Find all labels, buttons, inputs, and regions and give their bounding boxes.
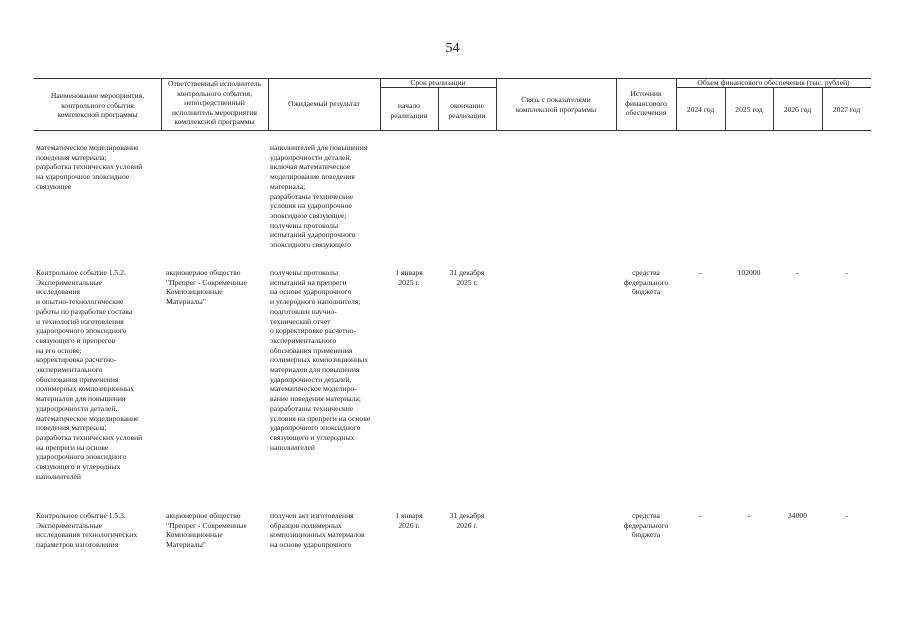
column-header-finance-group: Объем финансового обеспечения (тыс. рублей) [697,78,850,87]
column-header-year-2026: 2026 год [783,105,812,114]
cell-2025: - [747,511,751,520]
column-header-source: Источник финансового обеспечения [625,89,667,117]
cell-source: средства федерального бюджета [623,268,669,297]
cell-name: математическое моделирование поведения материала; разработка технических условий на ударопрочное эпоксидное связующее [36,143,143,191]
cell-result: наполнителей для повышения ударопрочности деталей, включая математическое моделирование поведения материала; разработаны технические условия на ударопрочное эпоксидное связующее; получены протоколы испытаний ударопрочного эпоксидного связующего [270,143,368,250]
column-header-period-group: Срок реализации [410,78,466,87]
cell-result: получены протоколы испытаний на препреги на основе ударопрочного и углеродного наполнителя; подготовлен научно- технический отчет о корректировке расчетно- экспериментального обоснования применения полимерных композиционных материалов для повышения ударопрочности деталей, математическое моделиро- вание поведения материала; разработаны технические условия на препреги на основе ударопрочного эпоксидного связующего и углеродных наполнителей [270,268,371,452]
cell-name: Контрольное событие 1.5.3. Экспериментальные исследования технологических параметров изготовления [36,511,138,550]
table-header-bottom-rule [34,130,871,131]
cell-responsible: акционерное общество "Препрег - Современные Композиционные Материалы" [166,511,247,550]
page-number: 54 [445,41,460,56]
column-header-end: окончание реализации [448,101,486,120]
cell-2025: 102000 [737,268,761,277]
column-header-year-2025: 2025 год [735,105,763,114]
column-header-responsible: Ответственный исполнитель контрольного события, непосредственный исполнитель мероприятия комплексной программы [168,79,261,126]
cell-name: Контрольное событие 1.5.2. Экспериментальные исследования и опытно-технологические работы по разработке состава и технологий изготовления ударопрочного эпоксидного связующего и препрегов на его основе; корректировка расчетно- экспериментального обоснования применения полимерных композиционных материалов для повышения ударопрочности деталей, математическое моделирование поведения материала; разработка технических условий на препреги на основе ударопрочного эпоксидного связующего и углеродных наполнителей [36,268,143,481]
column-header-result: Ожидаемый результат [288,99,360,108]
cell-start: 1 января 2025 г. [395,268,423,287]
cell-result: получен акт изготовления образцов полимерных композиционных материалов на основе ударопрочного [270,511,365,550]
cell-end: 31 декабря 2026 г. [449,511,485,530]
column-header-link: Связь с показателями комплексной программы [515,95,597,114]
column-header-name: Наименование мероприятия, контрольного события комплексной программы [50,91,145,119]
cell-2027: - [845,268,848,277]
cell-responsible: акционерное общество "Препрег - Современные Композиционные Материалы" [166,268,247,307]
cell-end: 31 декабря 2025 г. [449,268,485,287]
cell-2024: - [699,511,702,520]
cell-2026: - [796,268,799,277]
cell-source: средства федерального бюджета [623,511,669,540]
cell-start: 1 января 2026 г. [395,511,423,530]
cell-2026: 34000 [788,511,807,520]
cell-2024: - [699,268,702,277]
column-header-year-2027: 2027 год [832,105,861,114]
column-header-start: начало реализации [390,101,428,120]
cell-2027: - [845,511,848,520]
column-header-year-2024: 2024 год [686,105,715,114]
